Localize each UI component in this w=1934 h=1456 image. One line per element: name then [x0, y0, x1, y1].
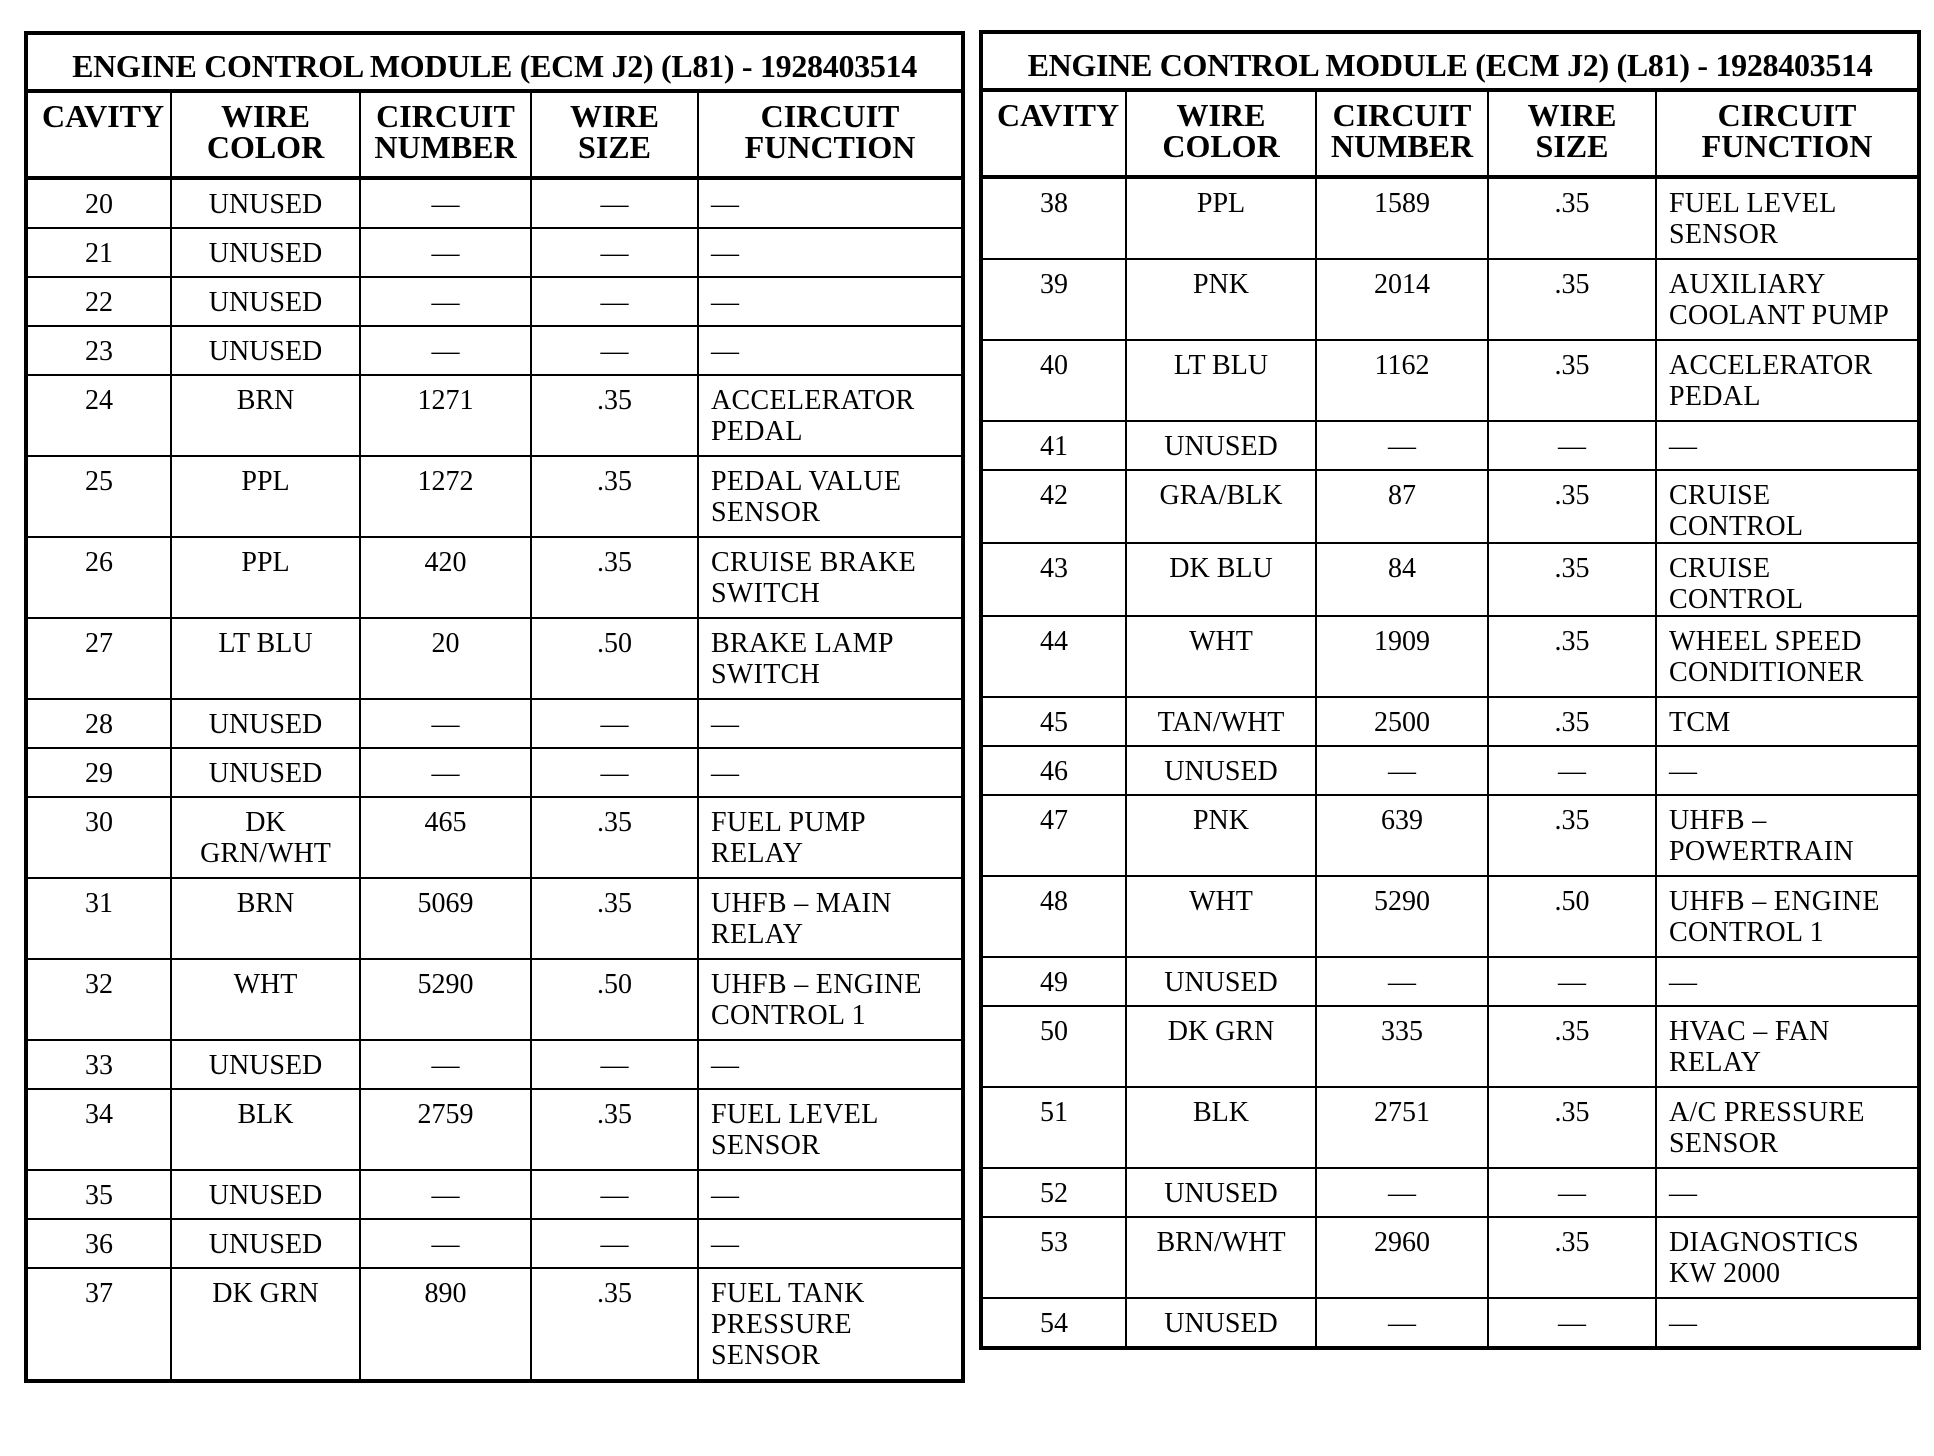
circuit-number-cell: 1909 [1316, 616, 1488, 697]
table-row [981, 421, 1919, 470]
wire-size-cell: — [1488, 1168, 1656, 1217]
table-row [26, 1170, 963, 1219]
circuit-function-cell: FUEL TANK PRESSURE SENSOR [698, 1268, 963, 1381]
circuit-number-cell: — [360, 748, 531, 797]
circuit-function-cell: DIAGNOSTICS KW 2000 [1656, 1217, 1919, 1298]
table-title: ENGINE CONTROL MODULE (ECM J2) (L81) - 1928403514 [26, 33, 963, 91]
circuit-function-cell: — [698, 699, 963, 748]
wire-size-cell: — [1488, 746, 1656, 795]
cavity-cell: 54 [981, 1298, 1126, 1348]
circuit-number-cell: 335 [1316, 1006, 1488, 1087]
table-row [981, 177, 1919, 259]
wire-color-cell: UNUSED [171, 1170, 360, 1219]
cavity-cell: 21 [26, 228, 171, 277]
circuit-number-cell: 639 [1316, 795, 1488, 876]
circuit-number-cell: 5290 [360, 959, 531, 1040]
cavity-cell: 23 [26, 326, 171, 375]
wire-color-cell: PPL [171, 537, 360, 618]
circuit-function-cell: — [698, 228, 963, 277]
wire-color-cell: GRA/BLK [1126, 470, 1316, 543]
table-row [26, 959, 963, 1040]
circuit-function-cell: CRUISE CONTROL [1656, 470, 1919, 543]
wire-size-cell: — [531, 1170, 698, 1219]
table-row [981, 697, 1919, 746]
circuit-number-cell: 890 [360, 1268, 531, 1381]
header-circuit-number [1316, 90, 1488, 177]
cavity-cell: 38 [981, 177, 1126, 259]
circuit-number-cell: — [360, 277, 531, 326]
cavity-cell: 42 [981, 470, 1126, 543]
circuit-function-cell: — [698, 748, 963, 797]
header-circuit-number [360, 91, 531, 178]
header-circuit-function-label: CIRCUIT FUNCTION [744, 98, 916, 165]
cavity-cell: 28 [26, 699, 171, 748]
cavity-cell: 32 [26, 959, 171, 1040]
table-row [981, 957, 1919, 1006]
cavity-cell: 27 [26, 618, 171, 699]
cavity-cell: 47 [981, 795, 1126, 876]
wire-size-cell: — [531, 228, 698, 277]
wire-color-cell: UNUSED [171, 1219, 360, 1268]
wire-color-cell: WHT [1126, 876, 1316, 957]
circuit-number-cell: — [1316, 957, 1488, 1006]
cavity-cell: 41 [981, 421, 1126, 470]
cavity-cell: 29 [26, 748, 171, 797]
wire-size-cell: .35 [1488, 795, 1656, 876]
wire-color-cell: LT BLU [1126, 340, 1316, 421]
wire-color-cell: UNUSED [171, 228, 360, 277]
circuit-number-cell: 1271 [360, 375, 531, 456]
wire-color-cell: UNUSED [171, 178, 360, 228]
circuit-number-cell: — [360, 1170, 531, 1219]
cavity-cell: 37 [26, 1268, 171, 1381]
table-row [26, 1268, 963, 1381]
wire-size-cell: — [531, 178, 698, 228]
cavity-cell: 39 [981, 259, 1126, 340]
cavity-cell: 36 [26, 1219, 171, 1268]
header-wire-size [531, 91, 698, 178]
circuit-number-cell: 1162 [1316, 340, 1488, 421]
wire-size-cell: .35 [1488, 177, 1656, 259]
table-row [26, 878, 963, 959]
circuit-function-cell: — [698, 1219, 963, 1268]
wire-size-cell: .35 [1488, 616, 1656, 697]
wire-size-cell: .35 [1488, 470, 1656, 543]
wire-color-cell: DK GRN [1126, 1006, 1316, 1087]
circuit-function-cell: FUEL PUMP RELAY [698, 797, 963, 878]
header-wire-color [171, 91, 360, 178]
header-circuit-function-label: CIRCUIT FUNCTION [1701, 97, 1873, 164]
header-wire-size-label: WIRE SIZE [570, 98, 659, 165]
circuit-number-cell: — [360, 699, 531, 748]
table-row [981, 1168, 1919, 1217]
wire-color-cell: UNUSED [171, 748, 360, 797]
circuit-function-cell: A/C PRESSURE SENSOR [1656, 1087, 1919, 1168]
cavity-cell: 51 [981, 1087, 1126, 1168]
cavity-cell: 33 [26, 1040, 171, 1089]
wire-color-cell: UNUSED [171, 1040, 360, 1089]
table-row [981, 616, 1919, 697]
circuit-number-cell: 2759 [360, 1089, 531, 1170]
circuit-number-cell: — [360, 228, 531, 277]
circuit-function-cell: — [698, 277, 963, 326]
wire-size-cell: .35 [1488, 259, 1656, 340]
circuit-number-cell: 2500 [1316, 697, 1488, 746]
table-row [981, 1217, 1919, 1298]
wire-color-cell: BLK [1126, 1087, 1316, 1168]
wire-color-cell: UNUSED [1126, 957, 1316, 1006]
circuit-number-cell: 84 [1316, 543, 1488, 616]
header-wire-color-label: WIRE COLOR [1162, 97, 1280, 164]
table-title: ENGINE CONTROL MODULE (ECM J2) (L81) - 1928403514 [981, 32, 1919, 90]
circuit-number-cell: — [360, 326, 531, 375]
wire-size-cell: .35 [531, 878, 698, 959]
circuit-number-cell: 87 [1316, 470, 1488, 543]
wire-size-cell: .35 [1488, 340, 1656, 421]
connector-table-left [24, 31, 965, 1383]
circuit-function-cell: UHFB – MAIN RELAY [698, 878, 963, 959]
circuit-number-cell: 5069 [360, 878, 531, 959]
table-row [26, 618, 963, 699]
header-circuit-number-label: CIRCUIT NUMBER [1330, 97, 1474, 164]
cavity-cell: 31 [26, 878, 171, 959]
wire-color-cell: UNUSED [1126, 746, 1316, 795]
circuit-number-cell: 420 [360, 537, 531, 618]
circuit-function-cell: AUXILIARY COOLANT PUMP [1656, 259, 1919, 340]
cavity-cell: 50 [981, 1006, 1126, 1087]
header-circuit-function [698, 91, 963, 178]
wire-size-cell: — [531, 1219, 698, 1268]
cavity-cell: 34 [26, 1089, 171, 1170]
circuit-number-cell: 1272 [360, 456, 531, 537]
circuit-function-cell: WHEEL SPEED CONDITIONER [1656, 616, 1919, 697]
circuit-function-cell: — [1656, 1168, 1919, 1217]
table-row [26, 537, 963, 618]
cavity-cell: 52 [981, 1168, 1126, 1217]
circuit-number-cell: 1589 [1316, 177, 1488, 259]
circuit-function-cell: BRAKE LAMP SWITCH [698, 618, 963, 699]
circuit-number-cell: 2960 [1316, 1217, 1488, 1298]
table-row [26, 1219, 963, 1268]
wire-color-cell: BRN/WHT [1126, 1217, 1316, 1298]
cavity-cell: 35 [26, 1170, 171, 1219]
table-row [26, 228, 963, 277]
cavity-cell: 46 [981, 746, 1126, 795]
wire-size-cell: .35 [1488, 1006, 1656, 1087]
table-row [26, 699, 963, 748]
cavity-cell: 43 [981, 543, 1126, 616]
circuit-number-cell: 2751 [1316, 1087, 1488, 1168]
wire-size-cell: — [1488, 957, 1656, 1006]
wire-color-cell: PNK [1126, 795, 1316, 876]
wire-size-cell: — [1488, 1298, 1656, 1348]
table-body [26, 178, 963, 1381]
wire-size-cell: .35 [1488, 1217, 1656, 1298]
circuit-function-cell: ACCELERATOR PEDAL [1656, 340, 1919, 421]
wire-size-cell: — [531, 748, 698, 797]
wire-color-cell: DK BLU [1126, 543, 1316, 616]
wire-color-cell: UNUSED [171, 277, 360, 326]
header-wire-color [1126, 90, 1316, 177]
cavity-cell: 49 [981, 957, 1126, 1006]
wire-color-cell: BLK [171, 1089, 360, 1170]
table-row [981, 1298, 1919, 1348]
circuit-function-cell: ACCELERATOR PEDAL [698, 375, 963, 456]
table-body [981, 177, 1919, 1348]
wire-size-cell: .35 [1488, 1087, 1656, 1168]
table-row [26, 1040, 963, 1089]
table-row [26, 375, 963, 456]
wire-color-cell: UNUSED [171, 699, 360, 748]
circuit-function-cell: UHFB – ENGINE CONTROL 1 [1656, 876, 1919, 957]
cavity-cell: 40 [981, 340, 1126, 421]
cavity-cell: 53 [981, 1217, 1126, 1298]
wire-color-cell: WHT [171, 959, 360, 1040]
circuit-number-cell: 5290 [1316, 876, 1488, 957]
wire-size-cell: .35 [1488, 543, 1656, 616]
table-row [26, 456, 963, 537]
circuit-function-cell: — [1656, 957, 1919, 1006]
table-row [26, 748, 963, 797]
cavity-cell: 45 [981, 697, 1126, 746]
circuit-number-cell: — [360, 178, 531, 228]
wire-color-cell: LT BLU [171, 618, 360, 699]
wire-color-cell: DK GRN/WHT [171, 797, 360, 878]
circuit-number-cell: — [1316, 1298, 1488, 1348]
circuit-function-cell: — [698, 178, 963, 228]
cavity-cell: 44 [981, 616, 1126, 697]
wire-color-cell: TAN/WHT [1126, 697, 1316, 746]
wire-color-cell: UNUSED [1126, 1168, 1316, 1217]
circuit-number-cell: — [1316, 746, 1488, 795]
circuit-number-cell: — [360, 1219, 531, 1268]
header-cavity: CAVITY [981, 90, 1126, 177]
circuit-function-cell: CRUISE BRAKE SWITCH [698, 537, 963, 618]
wire-color-cell: WHT [1126, 616, 1316, 697]
table-row [26, 277, 963, 326]
table-row [981, 259, 1919, 340]
table-row [981, 340, 1919, 421]
wire-size-cell: .35 [531, 537, 698, 618]
table-row [26, 178, 963, 228]
header-circuit-number-label: CIRCUIT NUMBER [374, 98, 517, 165]
header-wire-size-label: WIRE SIZE [1527, 97, 1617, 164]
table-row [981, 876, 1919, 957]
wire-size-cell: .35 [1488, 697, 1656, 746]
cavity-cell: 20 [26, 178, 171, 228]
cavity-cell: 24 [26, 375, 171, 456]
wire-size-cell: — [1488, 421, 1656, 470]
wire-size-cell: .50 [531, 618, 698, 699]
table-row [981, 746, 1919, 795]
table-row [981, 543, 1919, 616]
connector-table-right [979, 30, 1921, 1350]
wire-color-cell: UNUSED [1126, 1298, 1316, 1348]
circuit-function-cell: UHFB – POWERTRAIN [1656, 795, 1919, 876]
circuit-number-cell: 465 [360, 797, 531, 878]
wire-color-cell: PPL [171, 456, 360, 537]
wire-color-cell: BRN [171, 878, 360, 959]
cavity-cell: 48 [981, 876, 1126, 957]
header-cavity: CAVITY [26, 91, 171, 178]
wire-size-cell: .35 [531, 456, 698, 537]
header-wire-size [1488, 90, 1656, 177]
table-row [981, 470, 1919, 543]
cavity-cell: 30 [26, 797, 171, 878]
header-circuit-function [1656, 90, 1919, 177]
wire-size-cell: .35 [531, 1089, 698, 1170]
circuit-number-cell: — [360, 1040, 531, 1089]
wire-color-cell: UNUSED [171, 326, 360, 375]
circuit-function-cell: PEDAL VALUE SENSOR [698, 456, 963, 537]
circuit-function-cell: UHFB – ENGINE CONTROL 1 [698, 959, 963, 1040]
wire-size-cell: — [531, 326, 698, 375]
circuit-function-cell: — [1656, 1298, 1919, 1348]
circuit-function-cell: TCM [1656, 697, 1919, 746]
table-row [981, 1087, 1919, 1168]
cavity-cell: 25 [26, 456, 171, 537]
wire-size-cell: .35 [531, 1268, 698, 1381]
wire-color-cell: BRN [171, 375, 360, 456]
circuit-function-cell: CRUISE CONTROL [1656, 543, 1919, 616]
table-row [26, 797, 963, 878]
wire-size-cell: .35 [531, 375, 698, 456]
circuit-function-cell: — [698, 326, 963, 375]
wire-size-cell: .35 [531, 797, 698, 878]
wire-color-cell: PPL [1126, 177, 1316, 259]
header-wire-color-label: WIRE COLOR [206, 98, 325, 165]
circuit-function-cell: FUEL LEVEL SENSOR [1656, 177, 1919, 259]
circuit-number-cell: — [1316, 1168, 1488, 1217]
wire-size-cell: — [531, 277, 698, 326]
circuit-function-cell: — [698, 1040, 963, 1089]
wire-size-cell: .50 [531, 959, 698, 1040]
wire-color-cell: PNK [1126, 259, 1316, 340]
wire-size-cell: — [531, 1040, 698, 1089]
circuit-function-cell: — [1656, 746, 1919, 795]
circuit-function-cell: FUEL LEVEL SENSOR [698, 1089, 963, 1170]
circuit-number-cell: — [1316, 421, 1488, 470]
circuit-function-cell: — [698, 1170, 963, 1219]
wire-color-cell: DK GRN [171, 1268, 360, 1381]
wire-color-cell: UNUSED [1126, 421, 1316, 470]
table-row [26, 1089, 963, 1170]
table-row [981, 1006, 1919, 1087]
wire-size-cell: — [531, 699, 698, 748]
table-row [26, 326, 963, 375]
circuit-function-cell: — [1656, 421, 1919, 470]
cavity-cell: 26 [26, 537, 171, 618]
circuit-number-cell: 2014 [1316, 259, 1488, 340]
circuit-number-cell: 20 [360, 618, 531, 699]
table-row [981, 795, 1919, 876]
cavity-cell: 22 [26, 277, 171, 326]
wire-size-cell: .50 [1488, 876, 1656, 957]
circuit-function-cell: HVAC – FAN RELAY [1656, 1006, 1919, 1087]
